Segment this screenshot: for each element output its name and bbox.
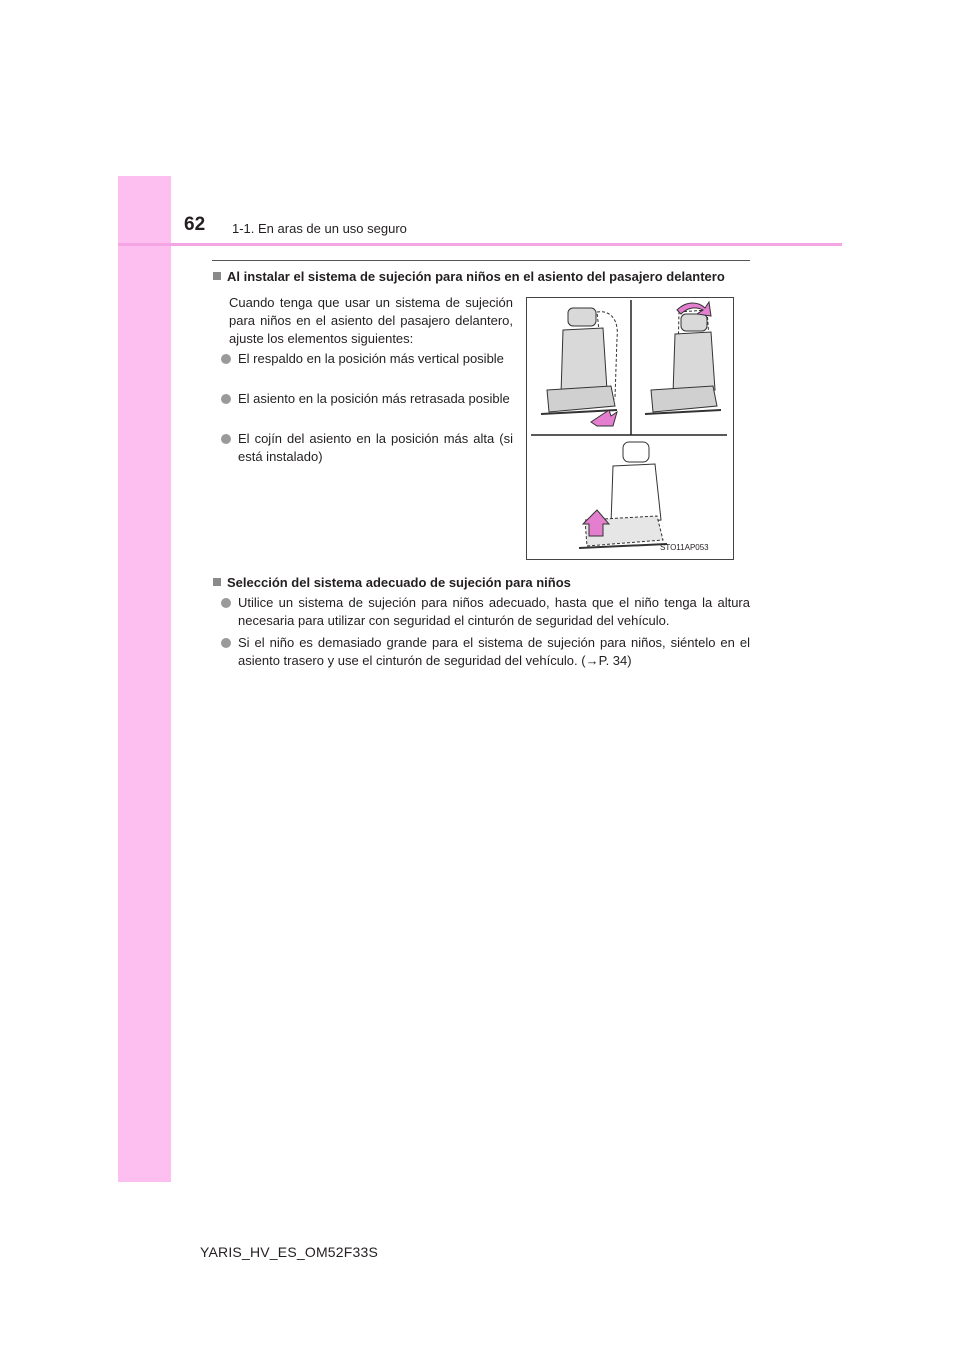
section-heading-selection: Selección del sistema adecuado de sujeción para niños bbox=[213, 574, 571, 591]
section-heading-front-seat: Al instalar el sistema de sujeción para niños en el asiento del pasajero delantero bbox=[213, 268, 725, 285]
square-bullet-icon bbox=[213, 578, 221, 586]
list-item: Si el niño es demasiado grande para el sistema de sujeción para niños, siéntelo en el asiento trasero y use el cinturón de seguridad del vehículo. (→P. 34) bbox=[238, 634, 750, 670]
list-item: El asiento en la posición más retrasada posible bbox=[238, 390, 513, 408]
list-item: El respaldo en la posición más vertical posible bbox=[238, 350, 513, 368]
seat-slide-drawing bbox=[645, 302, 721, 414]
footer-code: YARIS_HV_ES_OM52F33S bbox=[200, 1244, 379, 1260]
circle-bullet-icon bbox=[221, 434, 231, 444]
circle-bullet-icon bbox=[221, 394, 231, 404]
seat-adjustment-figure bbox=[526, 297, 734, 560]
circle-bullet-icon bbox=[221, 638, 231, 648]
intro-paragraph: Cuando tenga que usar un sistema de sujeción para niños en el asiento del pasajero delantero, ajuste los elementos siguientes: bbox=[229, 295, 513, 346]
circle-bullet-icon bbox=[221, 598, 231, 608]
square-bullet-icon bbox=[213, 272, 221, 280]
seat-illustration bbox=[527, 298, 733, 559]
figure-code: STO11AP053 bbox=[660, 543, 709, 552]
seat-backrest-drawing bbox=[541, 308, 617, 426]
header-rule bbox=[118, 243, 842, 246]
circle-bullet-icon bbox=[221, 354, 231, 364]
seat-cushion-drawing bbox=[579, 442, 667, 548]
list-item: El cojín del asiento en la posición más alta (si está instalado) bbox=[238, 430, 513, 466]
page-number: 62 bbox=[184, 214, 206, 235]
side-color-band bbox=[118, 176, 171, 1182]
section-divider bbox=[212, 260, 750, 261]
list-item: Utilice un sistema de sujeción para niños adecuado, hasta que el niño tenga la altura necesaria para utilizar con seguridad el cinturón de seguridad del vehículo. bbox=[238, 594, 750, 630]
chapter-title: 1-1. En aras de un uso seguro bbox=[232, 221, 407, 236]
